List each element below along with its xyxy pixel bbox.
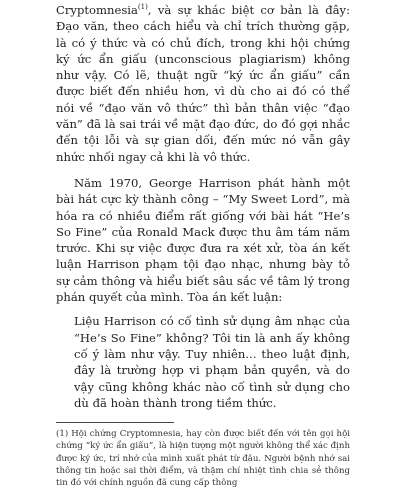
paragraph-1-text: , và sự khác biệt cơ bản là đây: Đạo văn, theo cách hiểu và chỉ trích thường gặp, là có ý thức và có chủ đích, trong khi hội chứng ký ức ẩn giấu (unconscious plagiarism) không như vậy. Có lẽ, thuật ngữ “ký ức ẩn giấu” cần được biết đến nhiều hơn, vì dù cho ai đó có thể nói về “đạo văn vô thức” thì bản thân việc “đạo văn” đã là sai trái về mặt đạo đức, do đó gợi nhắc đến tội lỗi và sự gian dối, đến mức nó vẫn gây nhức nhối ngay cả khi là vô thức.: [56, 3, 350, 164]
term-cryptomnesia: Cryptomnesia: [56, 3, 138, 17]
paragraph-2: Năm 1970, George Harrison phát hành một bài hát cực kỳ thành công – “My Sweet Lord”, mà hóa ra có nhiều điểm rất giống với bài hát “He’s So Fine” của Ronald Mack được thu âm tám năm trước. Khi sự việc được đưa ra xét xử, tòa án kết luận Harrison phạm tội đạo nhạc, nhưng bày tỏ sự cảm thông và hiểu biết sâu sắc về tâm lý trong phán quyết của mình. Tòa án kết luận:: [56, 175, 350, 305]
footnote-divider: [56, 422, 174, 423]
footnote: (1) Hội chứng Cryptomnesia, hay còn được biết đến với tên gọi hội chứng “ký ức ẩn giấu”, là hiện tượng một người không thể xác định được ký ức, trí nhớ của mình xuất phát từ đâu. Người bệnh nhớ sai thông tin hoặc sai thời điểm, và thậm chí nhiệt tình chia sẻ thông tin đó với chính nguồn đã cung cấp thông: [56, 429, 350, 488]
footnote-reference[interactable]: (1): [137, 3, 148, 12]
paragraph-1: [56, 2, 350, 165]
court-quote: Liệu Harrison có cố tình sử dụng âm nhạc của “He’s So Fine” không? Tôi tin là anh ấy không cố ý làm như vậy. Tuy nhiên... theo luật định, đây là trường hợp vi phạm bản quyền, và do vậy cũng không khác nào cố tình sử dụng cho dù đã hoàn thành trong tiềm thức.: [74, 314, 350, 410]
